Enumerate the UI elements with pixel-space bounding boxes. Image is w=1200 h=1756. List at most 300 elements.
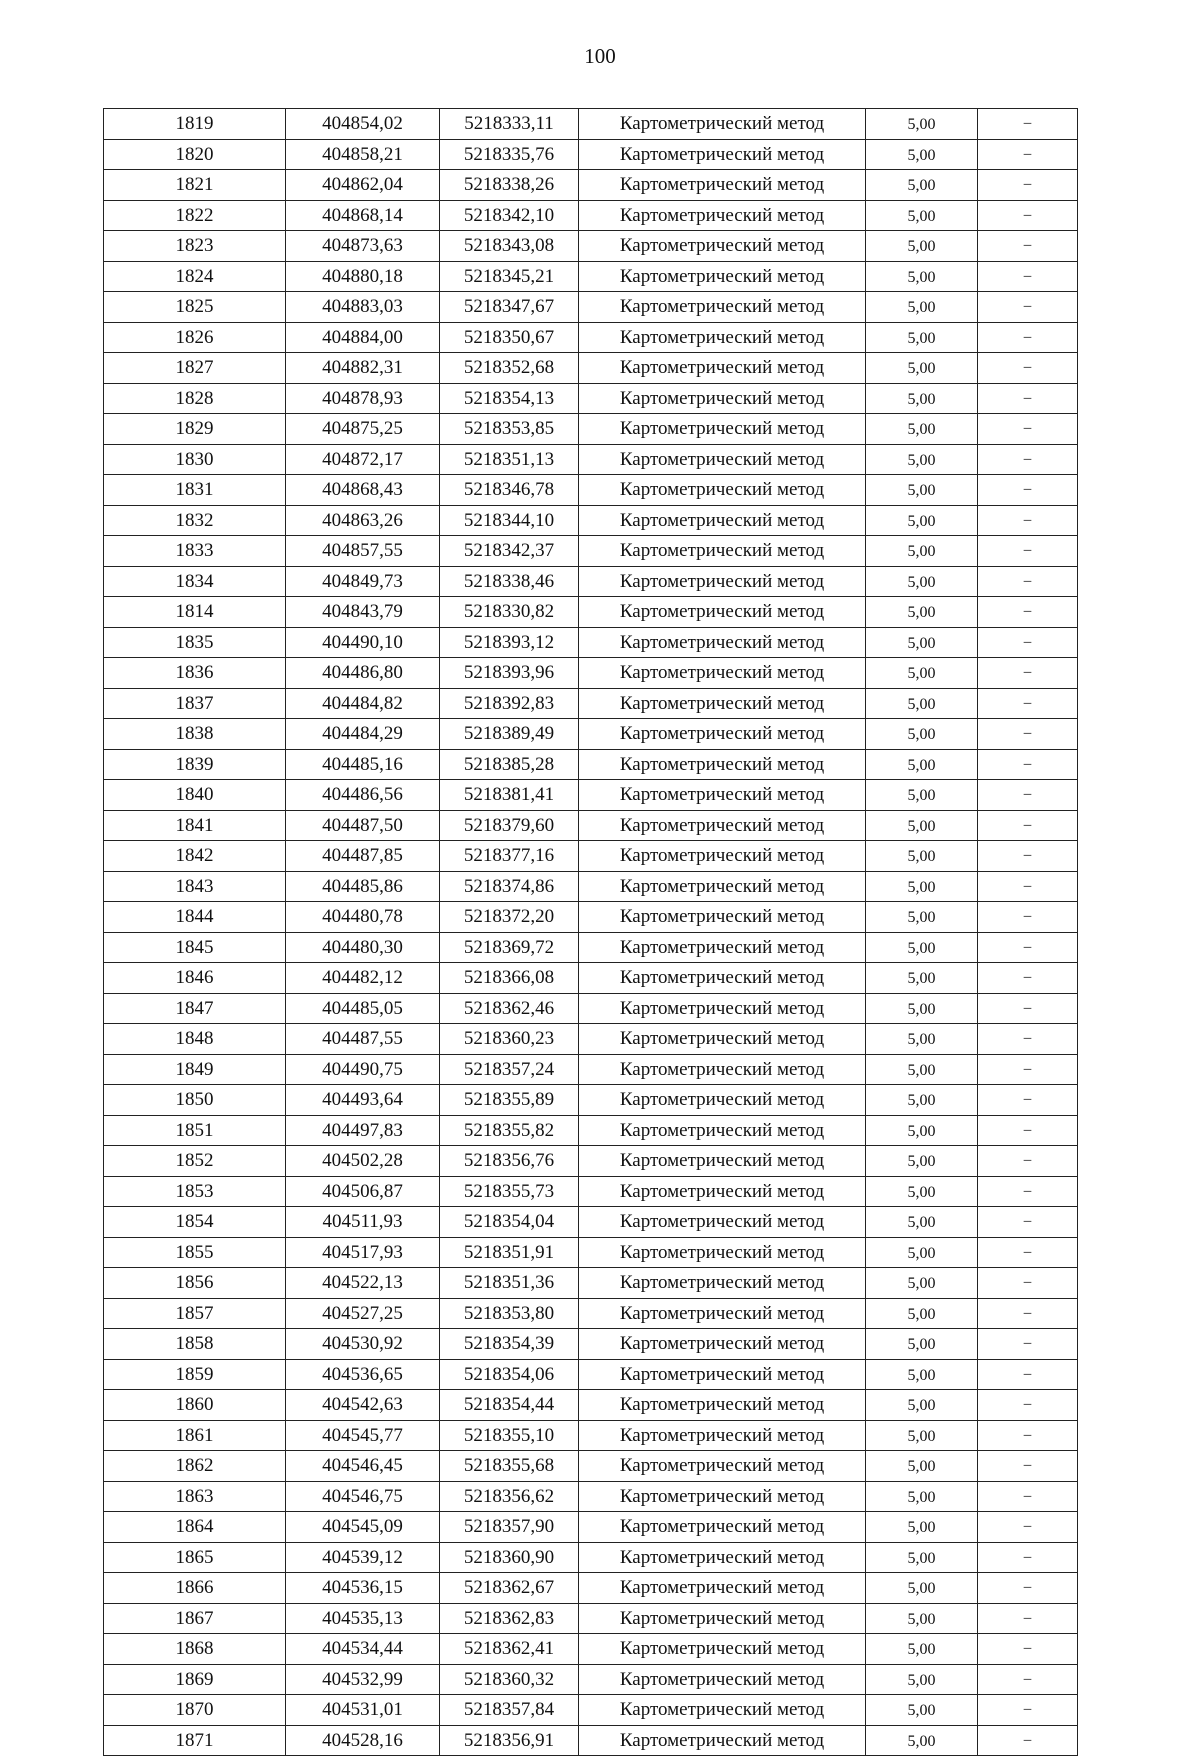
accuracy-cell: 5,00	[866, 1024, 978, 1055]
accuracy-cell: 5,00	[866, 170, 978, 201]
x-coordinate-cell: 404511,93	[286, 1207, 440, 1238]
x-coordinate-cell: 404487,50	[286, 810, 440, 841]
y-coordinate-cell: 5218360,90	[440, 1542, 579, 1573]
point-number-cell: 1835	[104, 627, 286, 658]
y-coordinate-cell: 5218393,96	[440, 658, 579, 689]
y-coordinate-cell: 5218354,39	[440, 1329, 579, 1360]
note-cell: –	[978, 1329, 1078, 1360]
note-cell: –	[978, 688, 1078, 719]
point-number-cell: 1846	[104, 963, 286, 994]
note-cell: –	[978, 1664, 1078, 1695]
point-number-cell: 1847	[104, 993, 286, 1024]
table-row	[104, 597, 1078, 628]
y-coordinate-cell: 5218366,08	[440, 963, 579, 994]
x-coordinate-cell: 404485,16	[286, 749, 440, 780]
y-coordinate-cell: 5218353,85	[440, 414, 579, 445]
method-cell: Картометрический метод	[579, 444, 866, 475]
note-cell: –	[978, 322, 1078, 353]
note-cell: –	[978, 871, 1078, 902]
accuracy-cell: 5,00	[866, 810, 978, 841]
table-row	[104, 1390, 1078, 1421]
table-row	[104, 1115, 1078, 1146]
method-cell: Картометрический метод	[579, 871, 866, 902]
table-row	[104, 627, 1078, 658]
x-coordinate-cell: 404480,78	[286, 902, 440, 933]
x-coordinate-cell: 404884,00	[286, 322, 440, 353]
accuracy-cell: 5,00	[866, 1146, 978, 1177]
y-coordinate-cell: 5218330,82	[440, 597, 579, 628]
note-cell: –	[978, 993, 1078, 1024]
y-coordinate-cell: 5218360,32	[440, 1664, 579, 1695]
y-coordinate-cell: 5218392,83	[440, 688, 579, 719]
note-cell: –	[978, 383, 1078, 414]
x-coordinate-cell: 404527,25	[286, 1298, 440, 1329]
note-cell: –	[978, 566, 1078, 597]
x-coordinate-cell: 404857,55	[286, 536, 440, 567]
table-row	[104, 1054, 1078, 1085]
point-number-cell: 1862	[104, 1451, 286, 1482]
point-number-cell: 1820	[104, 139, 286, 170]
method-cell: Картометрический метод	[579, 1603, 866, 1634]
note-cell: –	[978, 1024, 1078, 1055]
accuracy-cell: 5,00	[866, 1268, 978, 1299]
accuracy-cell: 5,00	[866, 1542, 978, 1573]
table-row	[104, 658, 1078, 689]
table-row	[104, 1573, 1078, 1604]
point-number-cell: 1864	[104, 1512, 286, 1543]
x-coordinate-cell: 404878,93	[286, 383, 440, 414]
method-cell: Картометрический метод	[579, 1695, 866, 1726]
x-coordinate-cell: 404532,99	[286, 1664, 440, 1695]
x-coordinate-cell: 404487,85	[286, 841, 440, 872]
accuracy-cell: 5,00	[866, 1207, 978, 1238]
accuracy-cell: 5,00	[866, 1390, 978, 1421]
note-cell: –	[978, 231, 1078, 262]
x-coordinate-cell: 404530,92	[286, 1329, 440, 1360]
y-coordinate-cell: 5218355,89	[440, 1085, 579, 1116]
table-row	[104, 1237, 1078, 1268]
x-coordinate-cell: 404882,31	[286, 353, 440, 384]
x-coordinate-cell: 404872,17	[286, 444, 440, 475]
y-coordinate-cell: 5218354,06	[440, 1359, 579, 1390]
note-cell: –	[978, 780, 1078, 811]
y-coordinate-cell: 5218362,67	[440, 1573, 579, 1604]
method-cell: Картометрический метод	[579, 1176, 866, 1207]
x-coordinate-cell: 404502,28	[286, 1146, 440, 1177]
y-coordinate-cell: 5218357,84	[440, 1695, 579, 1726]
x-coordinate-cell: 404536,65	[286, 1359, 440, 1390]
method-cell: Картометрический метод	[579, 139, 866, 170]
table-row	[104, 1420, 1078, 1451]
x-coordinate-cell: 404486,80	[286, 658, 440, 689]
point-number-cell: 1826	[104, 322, 286, 353]
accuracy-cell: 5,00	[866, 932, 978, 963]
x-coordinate-cell: 404863,26	[286, 505, 440, 536]
table-row	[104, 871, 1078, 902]
method-cell: Картометрический метод	[579, 688, 866, 719]
point-number-cell: 1868	[104, 1634, 286, 1665]
table-row	[104, 1634, 1078, 1665]
point-number-cell: 1844	[104, 902, 286, 933]
method-cell: Картометрический метод	[579, 1634, 866, 1665]
accuracy-cell: 5,00	[866, 749, 978, 780]
note-cell: –	[978, 1420, 1078, 1451]
method-cell: Картометрический метод	[579, 1115, 866, 1146]
table-row	[104, 444, 1078, 475]
accuracy-cell: 5,00	[866, 1725, 978, 1756]
point-number-cell: 1819	[104, 109, 286, 140]
x-coordinate-cell: 404880,18	[286, 261, 440, 292]
note-cell: –	[978, 1603, 1078, 1634]
point-number-cell: 1838	[104, 719, 286, 750]
table-row	[104, 1298, 1078, 1329]
table-row	[104, 688, 1078, 719]
method-cell: Картометрический метод	[579, 536, 866, 567]
y-coordinate-cell: 5218369,72	[440, 932, 579, 963]
method-cell: Картометрический метод	[579, 200, 866, 231]
method-cell: Картометрический метод	[579, 1237, 866, 1268]
table-row	[104, 322, 1078, 353]
accuracy-cell: 5,00	[866, 1481, 978, 1512]
x-coordinate-cell: 404480,30	[286, 932, 440, 963]
table-row	[104, 383, 1078, 414]
table-row	[104, 1207, 1078, 1238]
y-coordinate-cell: 5218350,67	[440, 322, 579, 353]
accuracy-cell: 5,00	[866, 414, 978, 445]
note-cell: –	[978, 1237, 1078, 1268]
note-cell: –	[978, 658, 1078, 689]
method-cell: Картометрический метод	[579, 566, 866, 597]
table-row	[104, 231, 1078, 262]
table-row	[104, 536, 1078, 567]
accuracy-cell: 5,00	[866, 200, 978, 231]
y-coordinate-cell: 5218385,28	[440, 749, 579, 780]
note-cell: –	[978, 932, 1078, 963]
point-number-cell: 1861	[104, 1420, 286, 1451]
note-cell: –	[978, 292, 1078, 323]
accuracy-cell: 5,00	[866, 1085, 978, 1116]
y-coordinate-cell: 5218356,62	[440, 1481, 579, 1512]
point-number-cell: 1871	[104, 1725, 286, 1756]
point-number-cell: 1852	[104, 1146, 286, 1177]
point-number-cell: 1855	[104, 1237, 286, 1268]
point-number-cell: 1851	[104, 1115, 286, 1146]
y-coordinate-cell: 5218344,10	[440, 505, 579, 536]
method-cell: Картометрический метод	[579, 1146, 866, 1177]
accuracy-cell: 5,00	[866, 1603, 978, 1634]
accuracy-cell: 5,00	[866, 505, 978, 536]
table-row	[104, 475, 1078, 506]
method-cell: Картометрический метод	[579, 109, 866, 140]
method-cell: Картометрический метод	[579, 1359, 866, 1390]
y-coordinate-cell: 5218354,44	[440, 1390, 579, 1421]
accuracy-cell: 5,00	[866, 658, 978, 689]
method-cell: Картометрический метод	[579, 1298, 866, 1329]
y-coordinate-cell: 5218333,11	[440, 109, 579, 140]
note-cell: –	[978, 1481, 1078, 1512]
x-coordinate-cell: 404485,05	[286, 993, 440, 1024]
note-cell: –	[978, 200, 1078, 231]
note-cell: –	[978, 444, 1078, 475]
point-number-cell: 1814	[104, 597, 286, 628]
note-cell: –	[978, 1054, 1078, 1085]
accuracy-cell: 5,00	[866, 1054, 978, 1085]
method-cell: Картометрический метод	[579, 231, 866, 262]
y-coordinate-cell: 5218357,24	[440, 1054, 579, 1085]
note-cell: –	[978, 1451, 1078, 1482]
x-coordinate-cell: 404484,82	[286, 688, 440, 719]
y-coordinate-cell: 5218342,10	[440, 200, 579, 231]
method-cell: Картометрический метод	[579, 1451, 866, 1482]
method-cell: Картометрический метод	[579, 322, 866, 353]
method-cell: Картометрический метод	[579, 414, 866, 445]
x-coordinate-cell: 404490,10	[286, 627, 440, 658]
table-row	[104, 1451, 1078, 1482]
accuracy-cell: 5,00	[866, 1634, 978, 1665]
accuracy-cell: 5,00	[866, 475, 978, 506]
note-cell: –	[978, 1634, 1078, 1665]
x-coordinate-cell: 404545,09	[286, 1512, 440, 1543]
accuracy-cell: 5,00	[866, 1176, 978, 1207]
x-coordinate-cell: 404535,13	[286, 1603, 440, 1634]
x-coordinate-cell: 404487,55	[286, 1024, 440, 1055]
point-number-cell: 1827	[104, 353, 286, 384]
point-number-cell: 1829	[104, 414, 286, 445]
method-cell: Картометрический метод	[579, 353, 866, 384]
note-cell: –	[978, 597, 1078, 628]
note-cell: –	[978, 1359, 1078, 1390]
accuracy-cell: 5,00	[866, 231, 978, 262]
note-cell: –	[978, 139, 1078, 170]
x-coordinate-cell: 404517,93	[286, 1237, 440, 1268]
table-row	[104, 1542, 1078, 1573]
note-cell: –	[978, 1390, 1078, 1421]
accuracy-cell: 5,00	[866, 1573, 978, 1604]
method-cell: Картометрический метод	[579, 292, 866, 323]
note-cell: –	[978, 1725, 1078, 1756]
method-cell: Картометрический метод	[579, 1207, 866, 1238]
table-row	[104, 353, 1078, 384]
accuracy-cell: 5,00	[866, 536, 978, 567]
table-row	[104, 292, 1078, 323]
point-number-cell: 1821	[104, 170, 286, 201]
y-coordinate-cell: 5218393,12	[440, 627, 579, 658]
coordinates-table	[103, 108, 1078, 1756]
point-number-cell: 1849	[104, 1054, 286, 1085]
x-coordinate-cell: 404545,77	[286, 1420, 440, 1451]
note-cell: –	[978, 1298, 1078, 1329]
table-row	[104, 139, 1078, 170]
y-coordinate-cell: 5218346,78	[440, 475, 579, 506]
method-cell: Картометрический метод	[579, 902, 866, 933]
table-row	[104, 1176, 1078, 1207]
x-coordinate-cell: 404531,01	[286, 1695, 440, 1726]
accuracy-cell: 5,00	[866, 383, 978, 414]
method-cell: Картометрический метод	[579, 505, 866, 536]
method-cell: Картометрический метод	[579, 475, 866, 506]
note-cell: –	[978, 1573, 1078, 1604]
point-number-cell: 1839	[104, 749, 286, 780]
method-cell: Картометрический метод	[579, 932, 866, 963]
method-cell: Картометрический метод	[579, 1024, 866, 1055]
accuracy-cell: 5,00	[866, 1359, 978, 1390]
accuracy-cell: 5,00	[866, 871, 978, 902]
accuracy-cell: 5,00	[866, 993, 978, 1024]
note-cell: –	[978, 1207, 1078, 1238]
y-coordinate-cell: 5218357,90	[440, 1512, 579, 1543]
x-coordinate-cell: 404868,43	[286, 475, 440, 506]
accuracy-cell: 5,00	[866, 841, 978, 872]
x-coordinate-cell: 404875,25	[286, 414, 440, 445]
y-coordinate-cell: 5218355,73	[440, 1176, 579, 1207]
method-cell: Картометрический метод	[579, 1268, 866, 1299]
y-coordinate-cell: 5218362,83	[440, 1603, 579, 1634]
table-row	[104, 261, 1078, 292]
y-coordinate-cell: 5218356,76	[440, 1146, 579, 1177]
y-coordinate-cell: 5218338,46	[440, 566, 579, 597]
point-number-cell: 1850	[104, 1085, 286, 1116]
table-row	[104, 200, 1078, 231]
y-coordinate-cell: 5218352,68	[440, 353, 579, 384]
note-cell: –	[978, 1085, 1078, 1116]
method-cell: Картометрический метод	[579, 383, 866, 414]
accuracy-cell: 5,00	[866, 688, 978, 719]
point-number-cell: 1848	[104, 1024, 286, 1055]
accuracy-cell: 5,00	[866, 1451, 978, 1482]
table-row	[104, 1725, 1078, 1756]
point-number-cell: 1854	[104, 1207, 286, 1238]
table-row	[104, 1329, 1078, 1360]
x-coordinate-cell: 404506,87	[286, 1176, 440, 1207]
method-cell: Картометрический метод	[579, 627, 866, 658]
table-row	[104, 566, 1078, 597]
point-number-cell: 1834	[104, 566, 286, 597]
y-coordinate-cell: 5218338,26	[440, 170, 579, 201]
y-coordinate-cell: 5218362,41	[440, 1634, 579, 1665]
x-coordinate-cell: 404486,56	[286, 780, 440, 811]
point-number-cell: 1866	[104, 1573, 286, 1604]
point-number-cell: 1836	[104, 658, 286, 689]
table-row	[104, 780, 1078, 811]
note-cell: –	[978, 170, 1078, 201]
point-number-cell: 1845	[104, 932, 286, 963]
method-cell: Картометрический метод	[579, 1664, 866, 1695]
note-cell: –	[978, 627, 1078, 658]
point-number-cell: 1843	[104, 871, 286, 902]
table-row	[104, 810, 1078, 841]
point-number-cell: 1865	[104, 1542, 286, 1573]
table-row	[104, 1664, 1078, 1695]
x-coordinate-cell: 404536,15	[286, 1573, 440, 1604]
y-coordinate-cell: 5218351,36	[440, 1268, 579, 1299]
accuracy-cell: 5,00	[866, 902, 978, 933]
note-cell: –	[978, 1115, 1078, 1146]
y-coordinate-cell: 5218335,76	[440, 139, 579, 170]
table-row	[104, 1603, 1078, 1634]
point-number-cell: 1859	[104, 1359, 286, 1390]
page-number: 100	[584, 44, 616, 68]
table-row	[104, 902, 1078, 933]
accuracy-cell: 5,00	[866, 780, 978, 811]
x-coordinate-cell: 404522,13	[286, 1268, 440, 1299]
method-cell: Картометрический метод	[579, 963, 866, 994]
point-number-cell: 1824	[104, 261, 286, 292]
y-coordinate-cell: 5218362,46	[440, 993, 579, 1024]
point-number-cell: 1869	[104, 1664, 286, 1695]
point-number-cell: 1867	[104, 1603, 286, 1634]
method-cell: Картометрический метод	[579, 1725, 866, 1756]
note-cell: –	[978, 109, 1078, 140]
y-coordinate-cell: 5218389,49	[440, 719, 579, 750]
method-cell: Картометрический метод	[579, 1390, 866, 1421]
note-cell: –	[978, 505, 1078, 536]
accuracy-cell: 5,00	[866, 1298, 978, 1329]
point-number-cell: 1822	[104, 200, 286, 231]
table-row	[104, 1085, 1078, 1116]
x-coordinate-cell: 404534,44	[286, 1634, 440, 1665]
table-row	[104, 1512, 1078, 1543]
accuracy-cell: 5,00	[866, 1664, 978, 1695]
x-coordinate-cell: 404873,63	[286, 231, 440, 262]
method-cell: Картометрический метод	[579, 1420, 866, 1451]
x-coordinate-cell: 404862,04	[286, 170, 440, 201]
x-coordinate-cell: 404849,73	[286, 566, 440, 597]
table-row	[104, 1146, 1078, 1177]
y-coordinate-cell: 5218343,08	[440, 231, 579, 262]
method-cell: Картометрический метод	[579, 1054, 866, 1085]
table-row	[104, 841, 1078, 872]
note-cell: –	[978, 1268, 1078, 1299]
x-coordinate-cell: 404497,83	[286, 1115, 440, 1146]
note-cell: –	[978, 261, 1078, 292]
point-number-cell: 1858	[104, 1329, 286, 1360]
accuracy-cell: 5,00	[866, 1237, 978, 1268]
note-cell: –	[978, 1176, 1078, 1207]
note-cell: –	[978, 719, 1078, 750]
note-cell: –	[978, 1512, 1078, 1543]
y-coordinate-cell: 5218381,41	[440, 780, 579, 811]
table-row	[104, 1481, 1078, 1512]
accuracy-cell: 5,00	[866, 109, 978, 140]
table-row	[104, 505, 1078, 536]
accuracy-cell: 5,00	[866, 963, 978, 994]
table-row	[104, 109, 1078, 140]
point-number-cell: 1828	[104, 383, 286, 414]
accuracy-cell: 5,00	[866, 627, 978, 658]
x-coordinate-cell: 404546,45	[286, 1451, 440, 1482]
y-coordinate-cell: 5218354,04	[440, 1207, 579, 1238]
method-cell: Картометрический метод	[579, 1512, 866, 1543]
note-cell: –	[978, 841, 1078, 872]
table-row	[104, 1695, 1078, 1726]
x-coordinate-cell: 404858,21	[286, 139, 440, 170]
y-coordinate-cell: 5218351,13	[440, 444, 579, 475]
table-row	[104, 932, 1078, 963]
y-coordinate-cell: 5218342,37	[440, 536, 579, 567]
point-number-cell: 1837	[104, 688, 286, 719]
point-number-cell: 1870	[104, 1695, 286, 1726]
accuracy-cell: 5,00	[866, 1329, 978, 1360]
y-coordinate-cell: 5218355,10	[440, 1420, 579, 1451]
note-cell: –	[978, 1146, 1078, 1177]
point-number-cell: 1823	[104, 231, 286, 262]
table-row	[104, 1024, 1078, 1055]
note-cell: –	[978, 475, 1078, 506]
point-number-cell: 1832	[104, 505, 286, 536]
method-cell: Картометрический метод	[579, 810, 866, 841]
y-coordinate-cell: 5218377,16	[440, 841, 579, 872]
x-coordinate-cell: 404528,16	[286, 1725, 440, 1756]
